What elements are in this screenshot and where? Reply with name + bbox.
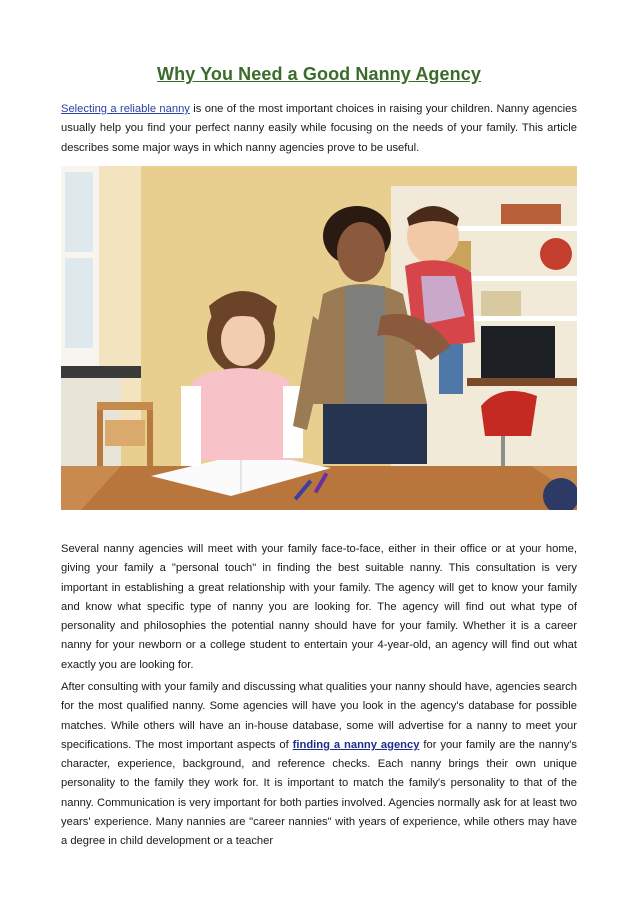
article-title: Why You Need a Good Nanny Agency	[157, 64, 481, 84]
paragraph-search-text-before: After consulting with your family and discussing what qualities your nanny should have, agencies search for the most qualified nanny. Some agencies will have you look in the agency's database for possible matches. While others will have an in-house database, some will advertise for a nanny to meet your specifications. The most important aspects of	[61, 681, 577, 751]
finding-agency-link[interactable]: finding a nanny agency	[292, 738, 420, 751]
paragraph-search-text-after: for your family are the nanny's character, experience, background, and reference checks. Each nanny brings their own unique personality to the family they work for. It is important to match the family's personality to that of the nanny. Communication is very important for both parties involved. Agencies normally ask for at least two years' experience. Many nannies are "career nannies" with years of experience, while others may have a degree in child development or a teacher	[61, 738, 577, 848]
selecting-nanny-link[interactable]: Selecting a reliable nanny	[61, 103, 190, 115]
paragraph-consultation: Several nanny agencies will meet with your family face-to-face, either in their office or at your home, giving your family a "personal touch" in finding the best suitable nanny. This consultation is very important in establishing a great relationship with your family. The agency will get to know your family and know what specific type of nanny you are looking for. The agency will find out what type of personality and philosophies the potential nanny should have for your family. Whether it is a career nanny for your newborn or a college student to entertain your 4-year-old, an agency will find out what exactly you are looking for.	[61, 543, 577, 671]
photo-illustration	[61, 166, 577, 510]
intro-paragraph	[61, 100, 577, 158]
article-photo	[61, 166, 577, 510]
paragraph-search	[61, 678, 577, 852]
intro-text: is one of the most important choices in raising your children. Nanny agencies usually help you find your perfect nanny easily while focusing on the needs of your family. This article describes some major ways in which nanny agencies prove to be useful.	[61, 103, 577, 154]
